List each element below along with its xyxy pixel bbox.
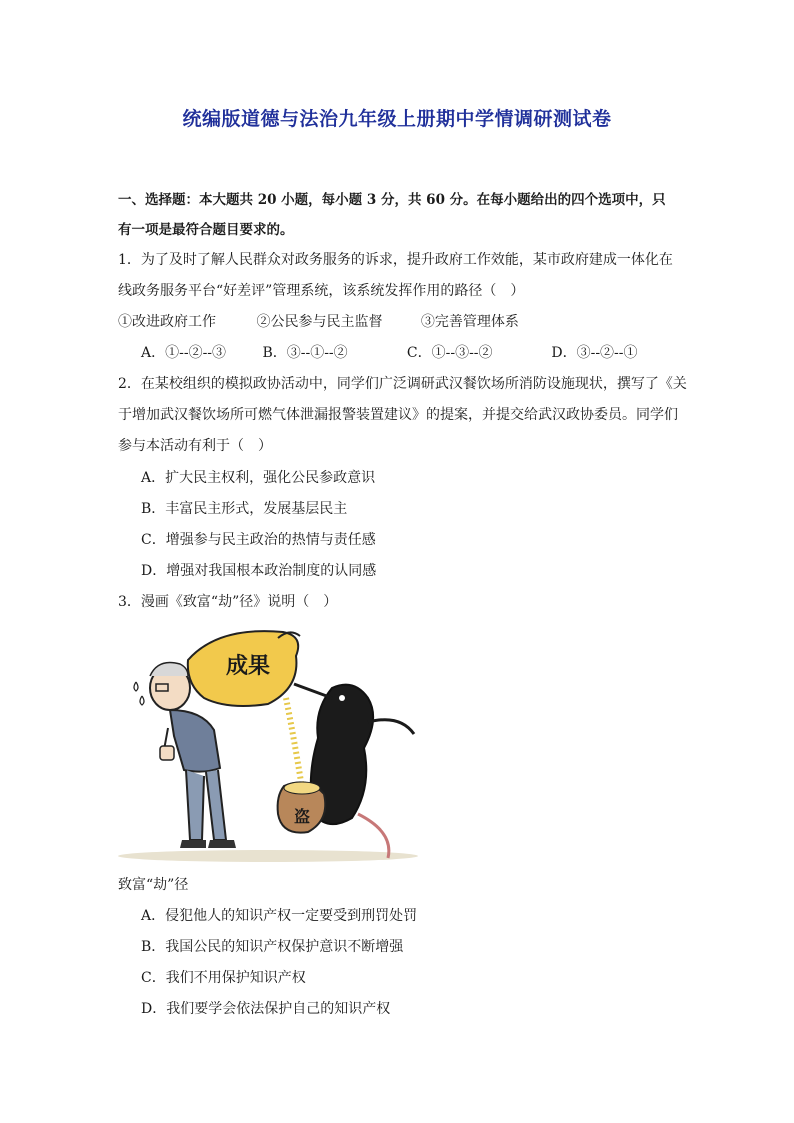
man-shoe (208, 840, 236, 848)
q1-option-a: A．①--②--③ (141, 345, 227, 361)
sack-label: 成果 (226, 654, 271, 679)
q1-option-c: C．①--③--② (406, 345, 493, 361)
stolen-sack-label: 盗 (294, 807, 311, 826)
q3-option-d: D．我们要学会依法保护自己的知识产权 (141, 1001, 391, 1017)
rat-arm (294, 684, 332, 698)
section-heading-line2: 有一项是最符合题目要求的。 (118, 222, 294, 238)
cartoon-caption: 致富“劫”径 (118, 877, 189, 893)
man-leg (206, 770, 226, 840)
q2-stem-line2: 于增加武汉餐饮场所可燃气体泄漏报警装置建议》的提案，并提交给武汉政协委员。同学们 (118, 407, 678, 423)
cartoon-illustration (118, 618, 424, 866)
man-hand (160, 746, 174, 760)
page-title: 统编版道德与法治九年级上册期中学情调研测试卷 (182, 108, 612, 130)
rat-arm (368, 720, 414, 734)
q1-option-b: B．③--①--② (262, 345, 348, 361)
q2-stem-line3: 参与本活动有利于（ ） (118, 438, 272, 454)
man-shoe (180, 840, 206, 848)
q1-item-2: ②公民参与民主监督 (256, 314, 383, 330)
sweat-drop (134, 682, 138, 691)
q1-option-d: D．③--②--① (551, 345, 638, 361)
section-heading-line1: 一、选择题：本大题共 20 小题，每小题 3 分，共 60 分。在每小题给出的四个选项中，只 (118, 192, 666, 208)
stolen-grain (284, 782, 320, 794)
q1-items (118, 311, 680, 331)
man-hair (150, 663, 188, 677)
q3-stem: 3．漫画《致富“劫”径》说明（ ） (118, 594, 338, 610)
q1-item-1: ①改进政府工作 (118, 314, 216, 330)
q2-option-b: B．丰富民主形式，发展基层民主 (141, 501, 348, 517)
q2-stem-line1: 2．在某校组织的模拟政协活动中，同学们广泛调研武汉餐饮场所消防设施现状，撰写了《关 (118, 376, 687, 392)
q2-option-c: C．增强参与民主政治的热情与责任感 (141, 532, 376, 548)
q1-item-3: ③完善管理体系 (420, 314, 519, 330)
man-leg (186, 770, 204, 840)
q2-option-a: A．扩大民主权利，强化公民参政意识 (141, 470, 376, 486)
q1-options (141, 342, 638, 362)
q1-stem-line2: 线政务服务平台“好差评”管理系统，该系统发挥作用的路径（ ） (118, 283, 525, 299)
q1-stem-line1: 1．为了及时了解人民群众对政务服务的诉求，提升政府工作效能，某市政府建成一体化在 (118, 252, 673, 268)
grain-stream (286, 698, 302, 788)
q3-option-c: C．我们不用保护知识产权 (141, 970, 306, 986)
q2-option-d: D．增强对我国根本政治制度的认同感 (141, 563, 377, 579)
man-coat (170, 710, 220, 772)
rat-eye (339, 695, 345, 701)
sweat-drop (140, 696, 144, 705)
q3-option-b: B．我国公民的知识产权保护意识不断增强 (141, 939, 404, 955)
q3-option-a: A．侵犯他人的知识产权一定要受到刑罚处罚 (141, 908, 418, 924)
ground-shadow (118, 850, 418, 862)
